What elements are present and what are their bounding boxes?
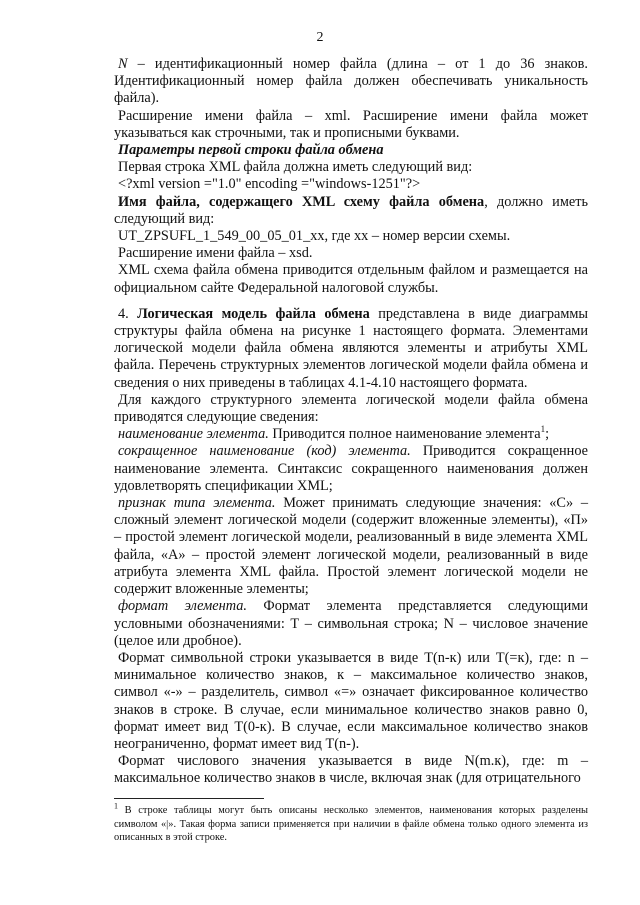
list-item-format bbox=[114, 598, 588, 650]
schema-file-name: UT_ZPSUFL_1_549_00_05_01_xx, где хх – номер версии схемы. bbox=[118, 228, 511, 245]
page-body bbox=[114, 56, 588, 788]
list-item-element-name bbox=[114, 426, 588, 443]
paragraph-first-line: Первая строка XML файла должна иметь следующий вид: bbox=[118, 159, 473, 176]
item-text: Формат элемента представляется следующими условными обозначениями: Т – символьная строка; N – числовое значение (целое или дробное). bbox=[114, 598, 589, 649]
footnote-mark: 1 bbox=[114, 801, 118, 811]
list-item-type bbox=[114, 495, 588, 598]
paragraph-number-format: Формат числового значения указывается в виде N(m.к), где: m – максимальное количество знаков в числе, включая знак (для отрицательного bbox=[114, 753, 588, 787]
n-description: – идентификационный номер файла (длина – от 1 до 36 знаков. Идентификационный номер файла должен обеспечивать уникальность файла). bbox=[114, 56, 588, 107]
paragraph-extension: Расширение имени файла – xml. Расширение имени файла может указываться как строчными, так и прописными буквами. bbox=[114, 107, 588, 141]
footnote-reference: 1 bbox=[540, 424, 546, 435]
section-4-logical-model bbox=[114, 306, 588, 392]
item-text: Приводится полное наименование элемента bbox=[268, 426, 541, 443]
heading-text: Параметры первой строки файла обмена bbox=[118, 142, 384, 159]
item-end: ; bbox=[545, 426, 550, 443]
item-term: формат элемента. bbox=[118, 598, 247, 615]
item-term: сокращенное наименование (код) элемента. bbox=[118, 443, 411, 460]
item-term: наименование элемента. bbox=[118, 426, 269, 443]
page-number: 2 bbox=[316, 30, 324, 45]
schema-extension: Расширение имени файла – xsd. bbox=[118, 245, 313, 262]
item-term: признак типа элемента. bbox=[118, 495, 276, 512]
footnote-divider bbox=[114, 798, 264, 799]
schema-name-rest: , должно иметь следующий вид: bbox=[114, 193, 588, 227]
section-title: Логическая модель файла обмена bbox=[137, 305, 370, 322]
xml-declaration: <?xml version ="1.0" encoding ="windows-1251"?> bbox=[118, 176, 421, 193]
footnote bbox=[114, 801, 588, 845]
schema-name-bold: Имя файла, содержащего XML схему файла обмена bbox=[118, 193, 485, 210]
paragraph-string-format: Формат символьной строки указывается в виде Т(n-к) или Т(=к), где: n – минимальное количество знаков, к – максимальное количество знаков, символ «-» – разделитель, символ «=» означает фиксированное количество знаков в строке. В случае, если минимальное количество знаков равно 0, формат имеет вид Т(0-к). В случае, если максимальное количество знаков неограниченно, формат имеет вид Т(n-). bbox=[114, 649, 588, 752]
paragraph-file-id bbox=[114, 56, 588, 108]
list-item-short-name bbox=[114, 443, 588, 495]
paragraph-schema-location: XML схема файла обмена приводится отдельным файлом и размещается на официальном сайте Федеральной налоговой службы. bbox=[114, 262, 588, 296]
item-text: Может принимать следующие значения: «С» – сложный элемент логической модели (содержит вложенные элементы), «П» – простой элемент логической модели, реализованный в виде элемента XML файла, «А» – простой элемент логической модели, реализованный в виде атрибута элемента XML файла. Простой элемент логической модели не содержит вложенные элементы; bbox=[114, 495, 588, 598]
paragraph-schema-name bbox=[114, 194, 588, 228]
section-text: представлена в виде диаграммы структуры файла обмена на рисунке 1 настоящего формата. Элементами логической модели файла обмена являются элементы и атрибуты XML файла. Перечень структурных элементов логической модели файла обмена и сведения о них приведены в таблицах 4.1-4.10 настоящего формата. bbox=[114, 305, 589, 391]
paragraph-element-info: Для каждого структурного элемента логической модели файла обмена приводятся следующие сведения: bbox=[114, 391, 588, 426]
footnote-text: В строке таблицы могут быть описаны несколько элементов, наименования которых разделены символом «|». Такая форма записи применяется при наличии в файле обмена только одного элемента из описанных в этой строке. bbox=[114, 805, 588, 844]
item-text: Приводится сокращенное наименование элемента. Синтаксис сокращенного наименования должен удовлетворять спецификации XML; bbox=[114, 443, 588, 494]
section-number: 4. bbox=[118, 305, 138, 322]
n-symbol: N bbox=[118, 56, 128, 72]
heading-first-line-params bbox=[114, 142, 588, 159]
